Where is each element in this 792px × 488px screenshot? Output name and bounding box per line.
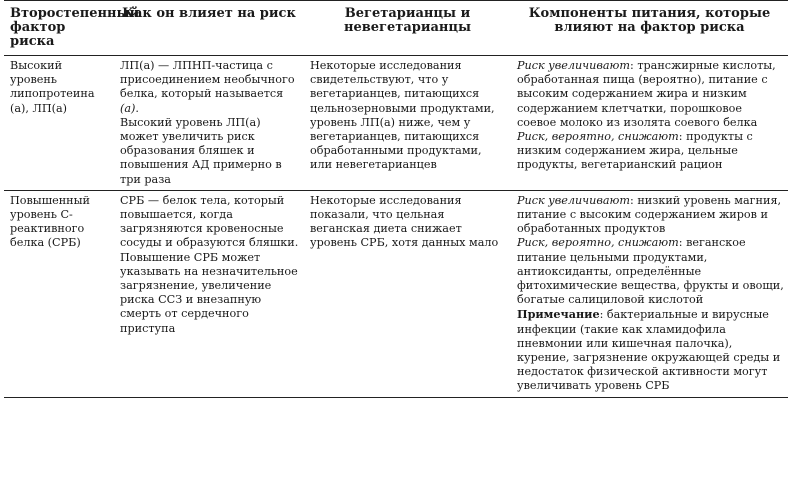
row1-nutrition-cell bbox=[511, 56, 788, 191]
table-header bbox=[4, 1, 788, 56]
table-row bbox=[4, 56, 788, 191]
row2-effect-para2: Повышение СРБ может указывать на незначительное загрязнение, увеличение риска ССЗ и внезапную смерть от сердечного приступа bbox=[120, 250, 298, 335]
row2-factor-cell: Повышенный уровень С-реактивного белка (СРБ) bbox=[4, 190, 114, 397]
row1-decrease-text: : продукты с низким содержанием жира, цельные продукты, вегетарианский рацион bbox=[517, 130, 753, 172]
row2-nutrition-note bbox=[517, 307, 784, 393]
row2-increase-text: : низкий уровень магния, питание с высоким содержанием жиров и обработанных продуктов bbox=[517, 193, 782, 236]
row1-increase-text: : трансжирные кислоты, обработанная пища (вероятно), питание с высоким содержанием жира и низким содержанием клетчатки, порошковое соевое молоко из изолята соевого белка bbox=[517, 59, 776, 129]
row1-increase-label: Риск увеличивают bbox=[517, 59, 630, 72]
row1-effect-para2: Высокий уровень ЛП(а) может увеличить риск образования бляшек и повышения АД примерно в три раза bbox=[120, 115, 282, 186]
header-vegetarians: Вегетарианцы и невегетарианцы bbox=[304, 1, 511, 56]
header-factor: Второстепенный фактор риска bbox=[4, 1, 114, 56]
row2-nutrition-increase bbox=[517, 194, 784, 237]
row1-nutrition-increase bbox=[517, 59, 784, 130]
row1-effect-part1: ЛП(а) — ЛПНП-частица с присоединением необычного белка, который называется bbox=[120, 59, 295, 101]
header-effect: Как он влияет на риск bbox=[114, 1, 304, 56]
row1-vegetarians-cell: Некоторые исследования свидетельствуют, что у вегетарианцев, питающихся цельнозерновыми продуктами, уровень ЛП(а) ниже, чем у вегетарианцев, питающихся обработанными продуктами, или невегетарианцев bbox=[304, 56, 511, 191]
row1-factor-cell: Высокий уровень липопротеина (а), ЛП(а) bbox=[4, 56, 114, 191]
row2-decrease-label: Риск, вероятно, снижают bbox=[517, 236, 679, 250]
risk-factors-table bbox=[4, 0, 788, 398]
row2-decrease-text: : веганское питание цельными продуктами, антиоксиданты, определённые фитохимические вещества, фрукты и овощи, богатые салициловой кислотой bbox=[517, 236, 784, 307]
row2-nutrition-cell bbox=[511, 190, 788, 397]
table-row bbox=[4, 190, 788, 397]
row1-effect-cell bbox=[114, 56, 304, 191]
header-nutrition: Компоненты питания, которые влияют на фактор риска bbox=[511, 1, 788, 56]
row2-effect-cell bbox=[114, 190, 304, 397]
row1-nutrition-decrease bbox=[517, 130, 784, 173]
row2-note-label: Примечание bbox=[517, 307, 600, 322]
row2-effect-para1: СРБ — белок тела, который повышается, когда загрязняются кровеносные сосуды и образуются бляшки. bbox=[120, 193, 299, 250]
row2-increase-label: Риск увеличивают bbox=[517, 193, 630, 207]
row2-nutrition-decrease bbox=[517, 236, 784, 307]
row2-note-text: : бактериальные и вирусные инфекции (такие как хламидофила пневмонии или кишечная палочка), курение, загрязнение окружающей среды и недостаток физической активности могут увеличивать уровень СРБ bbox=[517, 308, 781, 393]
row1-decrease-label: Риск, вероятно, снижают bbox=[517, 130, 679, 144]
row1-effect-part1-end: . bbox=[135, 101, 139, 115]
row1-effect-part1-italic: (а) bbox=[120, 101, 136, 115]
row2-vegetarians-cell: Некоторые исследования показали, что цельная веганская диета снижает уровень СРБ, хотя данных мало bbox=[304, 190, 511, 397]
row1-effect-para1 bbox=[120, 59, 300, 116]
